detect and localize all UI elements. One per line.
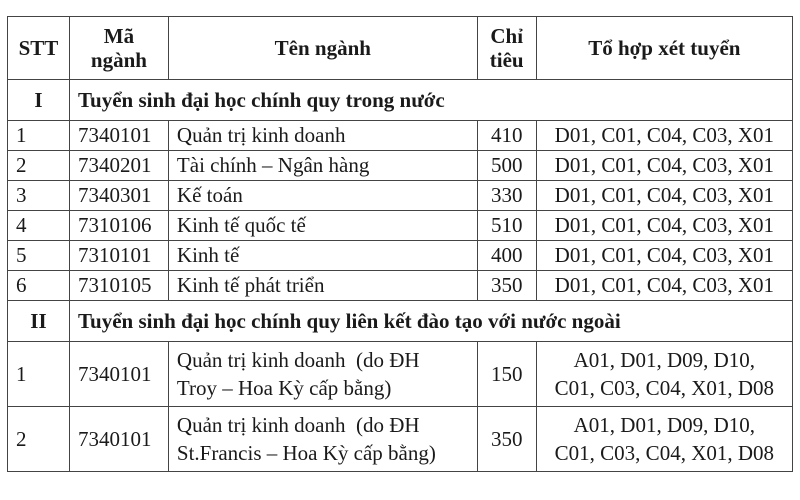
code-cell: 7340101: [69, 342, 168, 407]
name-cell: Quản trị kinh doanh: [168, 121, 477, 151]
combos-cell: D01, C01, C04, C03, X01: [536, 181, 792, 211]
name-line-2: Troy – Hoa Kỳ cấp bằng): [176, 376, 392, 400]
combos-cell: D01, C01, C04, C03, X01: [536, 211, 792, 241]
code-cell: 7340101: [69, 407, 168, 472]
header-quota: Chỉ tiêu: [477, 17, 536, 80]
header-combos: Tổ hợp xét tuyển: [536, 17, 792, 80]
quota-cell: 400: [477, 241, 536, 271]
combos-cell: D01, C01, C04, C03, X01: [536, 121, 792, 151]
stt-cell: 2: [8, 151, 70, 181]
combos-cell: D01, C01, C04, C03, X01: [536, 241, 792, 271]
quota-cell: 410: [477, 121, 536, 151]
header-code: Mã ngành: [69, 17, 168, 80]
header-name: Tên ngành: [168, 17, 477, 80]
admissions-table: [7, 16, 793, 472]
stt-cell: 3: [8, 181, 70, 211]
combos-cell: D01, C01, C04, C03, X01: [536, 271, 792, 301]
stt-cell: 6: [8, 271, 70, 301]
name-line-1: Quản trị kinh doanh (do ĐH: [176, 412, 420, 437]
combos-cell: [536, 342, 792, 407]
section-title: Tuyển sinh đại học chính quy liên kết đào tạo với nước ngoài: [69, 301, 792, 342]
code-cell: 7310105: [69, 271, 168, 301]
code-cell: 7340301: [69, 181, 168, 211]
stt-cell: 4: [8, 211, 70, 241]
name-cell: Kinh tế quốc tế: [168, 211, 477, 241]
quota-cell: 330: [477, 181, 536, 211]
quota-cell: 350: [477, 407, 536, 472]
table-row: [8, 181, 793, 211]
header-stt: STT: [8, 17, 70, 80]
name-cell: Kinh tế phát triển: [168, 271, 477, 301]
code-cell: 7340101: [69, 121, 168, 151]
stt-cell: 1: [8, 342, 70, 407]
section-number: II: [8, 301, 70, 342]
combos-cell: [536, 407, 792, 472]
header-row: [8, 17, 793, 80]
section-row: [8, 301, 793, 342]
combos-cell: D01, C01, C04, C03, X01: [536, 151, 792, 181]
quota-cell: 350: [477, 271, 536, 301]
combos-line-2: C01, C03, C04, X01, D08: [554, 441, 775, 465]
code-cell: 7310106: [69, 211, 168, 241]
quota-cell: 500: [477, 151, 536, 181]
stt-cell: 1: [8, 121, 70, 151]
combos-line-1: A01, D01, D09, D10,: [573, 347, 756, 372]
name-cell: Kinh tế: [168, 241, 477, 271]
combos-line-1: A01, D01, D09, D10,: [573, 412, 756, 437]
code-cell: 7340201: [69, 151, 168, 181]
stt-cell: 2: [8, 407, 70, 472]
name-cell: Tài chính – Ngân hàng: [168, 151, 477, 181]
name-line-1: Quản trị kinh doanh (do ĐH: [176, 347, 420, 372]
name-cell: Kế toán: [168, 181, 477, 211]
table-row: [8, 241, 793, 271]
table-row: [8, 407, 793, 472]
name-line-2: St.Francis – Hoa Kỳ cấp bằng): [176, 441, 436, 465]
name-cell: [168, 342, 477, 407]
section-row: [8, 80, 793, 121]
table-row: [8, 211, 793, 241]
combos-line-2: C01, C03, C04, X01, D08: [554, 376, 775, 400]
stt-cell: 5: [8, 241, 70, 271]
table-row: [8, 342, 793, 407]
section-title: Tuyển sinh đại học chính quy trong nước: [69, 80, 792, 121]
code-cell: 7310101: [69, 241, 168, 271]
table-row: [8, 121, 793, 151]
quota-cell: 150: [477, 342, 536, 407]
quota-cell: 510: [477, 211, 536, 241]
section-number: I: [8, 80, 70, 121]
name-cell: [168, 407, 477, 472]
table-row: [8, 271, 793, 301]
table-row: [8, 151, 793, 181]
